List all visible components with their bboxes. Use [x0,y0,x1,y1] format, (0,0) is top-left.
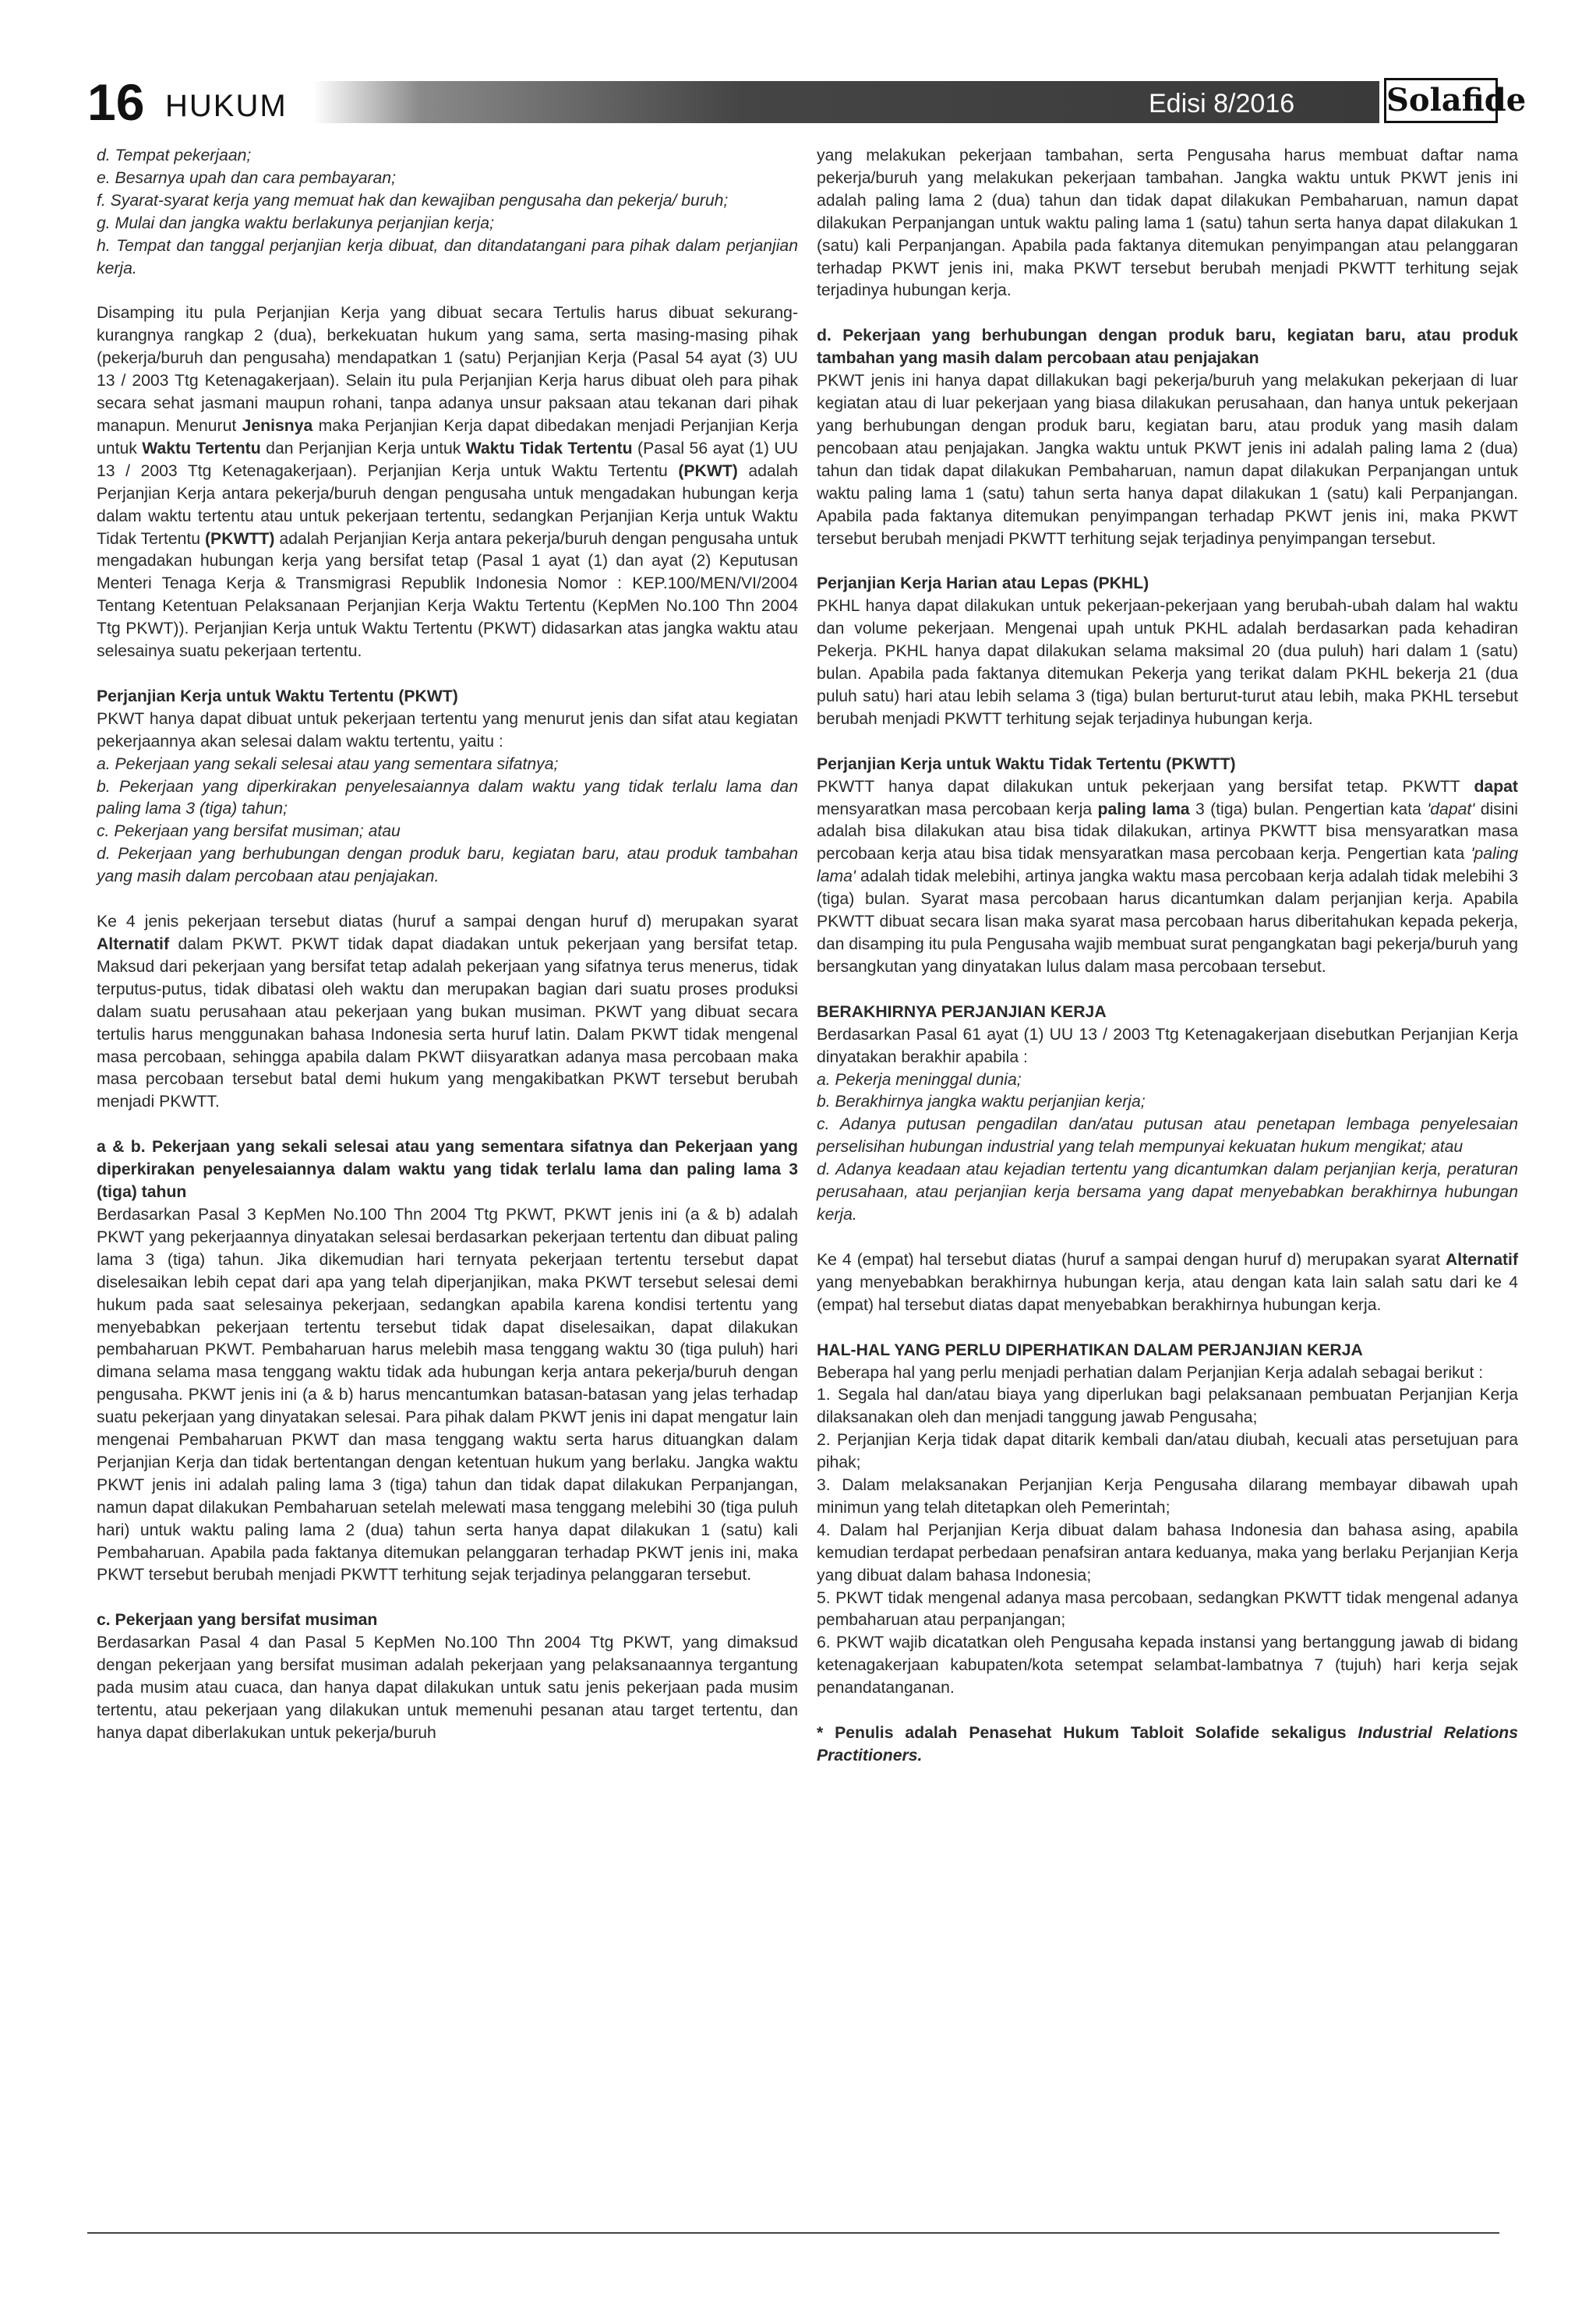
page-header [87,73,1527,131]
list-item: 2. Perjanjian Kerja tidak dapat ditarik kembali dan/atau diubah, kecuali atas persetujuan para pihak; [817,1431,1518,1472]
left-column [97,145,798,1745]
section-heading: Perjanjian Kerja untuk Waktu Tertentu (PKWT) [97,687,458,705]
author-note: * Penulis adalah Penasehat Hukum Tabloit Solafide sekaligus Industrial Relations Practitioners. [817,1724,1519,1765]
paragraph: Disamping itu pula Perjanjian Kerja yang dibuat secara Tertulis harus dibuat sekurang-kurangnya rangkap 2 (dua), berkekuatan hukum yang sama, serta masing-masing pihak (pekerja/buruh dan pengusaha) mendapatkan 1 (satu) Perjanjian Kerja (Pasal 54 ayat (3) UU 13 / 2003 Ttg Ketenagakerjaan). Selain itu pula Perjanjian Kerja harus dibuat oleh para pihak secara sehat jasmani maupun rohani, tanpa adanya unsur paksaan atau tekanan dari pihak manapun. Menurut Jenisnya maka Perjanjian Kerja dapat dibedakan menjadi Perjanjian Kerja untuk Waktu Tertentu dan Perjanjian Kerja untuk Waktu Tidak Tertentu (Pasal 56 ayat (1) UU 13 / 2003 Ttg Ketenagakerjaan). Perjanjian Kerja untuk Waktu Tertentu (PKWT) adalah Perjanjian Kerja antara pekerja/buruh dengan pengusaha untuk mengadakan hubungan kerja dalam waktu tertentu atau untuk pekerjaan tertentu, sedangkan Perjanjian Kerja untuk Waktu Tidak Tertentu (PKWTT) adalah Perjanjian Kerja antara pekerja/buruh dengan pengusaha untuk mengadakan hubungan kerja yang bersifat tetap (Pasal 1 ayat (1) dan ayat (2) Keputusan Menteri Tenaga Kerja & Transmigrasi Republik Indonesia Nomor : KEP.100/MEN/VI/2004 Tentang Ketentuan Pelaksanaan Perjanjian Kerja Waktu Tertentu (KepMen No.100 Thn 2004 Ttg PKWT)). Perjanjian Kerja untuk Waktu Tertentu (PKWT) didasarkan atas jangka waktu atau selesainya suatu pekerjaan tertentu. [97,304,799,661]
section-heading: BERAKHIRNYA PERJANJIAN KERJA [817,1002,1107,1021]
list-item: d. Pekerjaan yang berhubungan dengan produk baru, kegiatan baru, atau produk tambahan yang masih dalam percobaan atau penjajakan. [97,845,798,886]
list-item: a. Pekerjaan yang sekali selesai atau yang sementara sifatnya; [97,754,559,773]
section-heading: Perjanjian Kerja untuk Waktu Tidak Tertentu (PKWTT) [817,754,1236,773]
paragraph: Berdasarkan Pasal 61 ayat (1) UU 13 / 2003 Ttg Ketenagakerjaan disebutkan Perjanjian Kerja dinyatakan berakhir apabila : [817,1025,1518,1066]
paragraph: Ke 4 (empat) hal tersebut diatas (huruf a sampai dengan huruf d) merupakan syarat Alternatif yang menyebabkan berakhirnya hubungan kerja, atau dengan kata lain salah satu dari ke 4 (empat) hal tersebut diatas dapat menyebabkan berakhirnya hubungan kerja. [817,1250,1518,1314]
list-item: a. Pekerja meninggal dunia; [817,1070,1022,1089]
section-heading: d. Pekerjaan yang berhubungan dengan produk baru, kegiatan baru, atau produk tambahan yang masih dalam percobaan atau penjajakan [817,327,1518,368]
list-item: 1. Segala hal dan/atau biaya yang diperlukan bagi pelaksanaan pembuatan Perjanjian Kerja dilaksanakan oleh dan menjadi tanggung jawab Pengusaha; [817,1386,1518,1427]
paragraph: PKWT jenis ini hanya dapat dillakukan bagi pekerja/buruh yang melakukan pekerjaan di luar kegiatan atau di luar pekerjaan yang biasa dilakukan perusahaan, dan hanya untuk pekerjaan yang berhubungan dengan produk baru, kegiatan baru, atau produk yang masih dalam pencobaan atau penjajakan. Jangka waktu untuk PKWT jenis ini adalah paling lama 2 (dua) tahun dan tidak dapat dilakukan Pembaharuan, namun dapat dilakukan Perpanjangan untuk waktu paling lama 1 (satu) tahun serta hanya dapat dilakukan 1 (satu) kali Perpanjangan. Apabila pada faktanya ditemukan penyimpangan terhadap PKWT jenis ini, maka PKWT tersebut berubah menjadi PKWTT terhitung sejak terjadinya penyimpangan tersebut. [817,372,1518,548]
right-column [817,145,1518,1768]
paragraph: Beberapa hal yang perlu menjadi perhatian dalam Perjanjian Kerja adalah sebagai berikut : [817,1363,1484,1382]
section-heading: a & b. Pekerjaan yang sekali selesai atau yang sementara sifatnya dan Pekerjaan yang diperkirakan penyelesaiannya dalam waktu yang tidak terlalu lama dan paling lama 3 (tiga) tahun [97,1138,798,1202]
paragraph: yang melakukan pekerjaan tambahan, serta Pengusaha harus membuat daftar nama pekerja/buruh yang melakukan pekerjaan tambahan. Jangka waktu untuk PKWT jenis ini adalah paling lama 2 (dua) tahun dan tidak dapat dilakukan Pembaharuan, namun dapat dilakukan Perpanjangan untuk waktu paling lama 1 (satu) tahun serta hanya dapat dilakukan 1 (satu) kali Perpanjangan. Apabila pada faktanya ditemukan penyimpangan atau pelanggaran terhadap PKWT jenis ini, maka PKWT tersebut berubah menjadi PKWTT terhitung sejak terjadinya hubungan kerja. [817,147,1518,300]
section-heading: HAL-HAL YANG PERLU DIPERHATIKAN DALAM PERJANJIAN KERJA [817,1341,1363,1359]
list-item: g. Mulai dan jangka waktu berlakunya perjanjian kerja; [97,214,494,232]
list-item: d. Adanya keadaan atau kejadian tertentu yang dicantumkan dalam perjanjian kerja, peraturan perusahaan, atau perjanjian kerja bersama yang dapat menyebabkan berakhirnya hubungan kerja. [817,1160,1518,1224]
solafide-logo: Solafide [1384,78,1498,123]
edition-label: Edisi 8/2016 [1149,89,1295,118]
list-item: b. Berakhirnya jangka waktu perjanjian kerja; [817,1093,1146,1111]
page-number: 16 [87,73,145,131]
list-item: h. Tempat dan tanggal perjanjian kerja dibuat, dan ditandatangani para pihak dalam perjanjian kerja. [97,236,798,277]
paragraph: PKHL hanya dapat dilakukan untuk pekerjaan-pekerjaan yang berubah-ubah dalam hal waktu dan volume pekerjaan. Mengenai upah untuk PKHL adalah berdasarkan pada kehadiran Pekerja. PKHL hanya dapat dilakukan selama maksimal 20 (dua puluh) hari dalam 1 (satu) bulan. Apabila pada faktanya ditemukan Pekerja yang terikat dalam PKHL bekerja 21 (dua puluh satu) hari atau lebih selama 3 (tiga) bulan berturut-turut atau lebih, maka PKHL tersebut berubah menjadi PKWTT terhitung sejak terjadinya hubungan kerja. [817,597,1518,728]
paragraph: Ke 4 jenis pekerjaan tersebut diatas (huruf a sampai dengan huruf d) merupakan syarat Alternatif dalam PKWT. PKWT tidak dapat diadakan untuk pekerjaan yang bersifat tetap. Maksud dari pekerjaan yang bersifat tetap adalah pekerjaan yang sifatnya terus menerus, tidak terputus-putus, tidak dibatasi oleh waktu dan merupakan bagian dari suatu proses produksi dalam suatu perusahaan atau pekerjaan yang bukan musiman. PKWT yang dibuat secara tertulis harus menggunakan bahasa Indonesia serta huruf latin. Dalam PKWT tidak mengenal masa percobaan, sehingga apabila dalam PKWT diisyaratkan adanya masa percobaan maka masa percobaan tersebut batal demi hukum yang mengakibatkan PKWT tersebut berubah menjadi PKWTT. [97,913,798,1111]
paragraph: PKWT hanya dapat dibuat untuk pekerjaan tertentu yang menurut jenis dan sifat atau kegiatan pekerjaannya akan selesai dalam waktu tertentu, yaitu : [97,709,798,751]
list-item: c. Pekerjaan yang bersifat musiman; atau [97,822,401,841]
section-name: HUKUM [165,89,288,123]
footer-rule [87,2232,1499,2234]
paragraph: Berdasarkan Pasal 3 KepMen No.100 Thn 2004 Ttg PKWT, PKWT jenis ini (a & b) adalah PKWT yang pekerjaannya dinyatakan selesai berdasarkan pekerjaan tertentu dan dibuat paling lama 3 (tiga) tahun. Jika dikemudian hari ternyata pekerjaan tertentu tersebut dapat diselesaikan lebih cepat dari apa yang telah diperjanjikan, maka PKWT tersebut selesai demi hukum pada saat selesainya pekerjaan, sedangkan apabila karena kondisi tertentu yang menyebabkan pekerjaan tertentu tersebut tidak dapat diselesaikan, dapat dilakukan pembaharuan PKWT. Pembaharuan harus melebih masa tenggang waktu 30 (tiga puluh) hari dimana selama masa tenggang waktu tidak ada hubungan kerja antara pekerja/buruh dengan pengusaha. PKWT jenis ini (a & b) harus mencantumkan batasan-batasan yang jelas terhadap suatu pekerjaan yang dinyatakan selesai. Para pihak dalam PKWT jenis ini dapat mengatur lain mengenai Pembaharuan PKWT dan masa tenggang waktu serta harus dituangkan dalam Perjanjian Kerja dan tidak bertentangan dengan ketentuan hukum yang berlaku. Jangka waktu PKWT jenis ini adalah paling lama 3 (tiga) tahun dan tidak dapat dilakukan Perpanjangan, namun dapat dilakukan Pembaharuan setelah melewati masa tenggang melebihi 30 (tiga puluh hari) untuk waktu paling lama 2 (dua) tahun serta hanya dapat dilakukan 1 (satu) kali Pembaharuan. Apabila pada faktanya ditemukan pelanggaran terhadap PKWT jenis ini, maka PKWT tersebut berubah menjadi PKWTT terhitung sejak terjadinya pelanggaran tersebut. [97,1205,798,1584]
list-item: 6. PKWT wajib dicatatkan oleh Pengusaha kepada instansi yang bertanggung jawab di bidang ketenagakerjaan kabupaten/kota setempat selambat-lambatnya 7 (tujuh) hari kerja sejak penandatanganan. [817,1634,1518,1697]
section-heading: Perjanjian Kerja Harian atau Lepas (PKHL) [817,574,1149,593]
list-item: c. Adanya putusan pengadilan dan/atau putusan atau penetapan lembaga penyelesaian perselisihan hubungan industrial yang telah mempunyai kekuatan hukum mengikat; atau [817,1115,1518,1157]
paragraph: Berdasarkan Pasal 4 dan Pasal 5 KepMen No.100 Thn 2004 Ttg PKWT, yang dimaksud dengan pekerjaan yang bersifat musiman adalah pekerjaan yang pelaksanaannya tergantung pada musim atau cuaca, dan hanya dapat dilakukan untuk satu jenis pekerjaan pada musim tertentu, atau pekerjaan yang dilakukan untuk memenuhi pesanan atau target tertentu, dan hanya dapat diberlakukan untuk pekerja/buruh [97,1634,798,1742]
list-item: b. Pekerjaan yang diperkirakan penyelesaiannya dalam waktu yang tidak terlalu lama dan paling lama 3 (tiga) tahun; [97,777,798,818]
list-item: e. Besarnya upah dan cara pembayaran; [97,168,396,187]
list-item: 4. Dalam hal Perjanjian Kerja dibuat dalam bahasa Indonesia dan bahasa asing, apabila kemudian terdapat perbedaan penafsiran antara keduanya, maka yang berlaku Perjanjian Kerja yang dibuat dalam bahasa Indonesia; [817,1521,1518,1584]
list-item: f. Syarat-syarat kerja yang memuat hak dan kewajiban pengusaha dan pekerja/ buruh; [97,191,729,210]
paragraph: PKWTT hanya dapat dilakukan untuk pekerjaan yang bersifat tetap. PKWTT dapat mensyaratkan masa percobaan kerja paling lama 3 (tiga) bulan. Pengertian kata 'dapat' disini adalah bisa dilakukan atau bisa tidak dilakukan, artinya PKWTT bisa mensyaratkan masa percobaan kerja atau bisa tidak mensyaratkan masa percobaan kerja. Pengertian kata 'paling lama' adalah tidak melebihi, artinya jangka waktu masa percobaan kerja adalah tidak melebihi 3 (tiga) bulan. Syarat masa percobaan harus dicantumkan dalam perjanjian kerja. Apabila PKWTT dibuat secara lisan maka syarat masa percobaan harus diberitahukan kepada pekerja, dan disamping itu pula Pengusaha wajib membuat surat pengangkatan bagi pekerja/buruh yang bersangkutan yang dinyatakan lulus dalam masa percobaan tersebut. [817,777,1518,976]
list-item: 3. Dalam melaksanakan Perjanjian Kerja Pengusaha dilarang membayar dibawah upah minimun yang telah ditetapkan oleh Pemerintah; [817,1476,1518,1517]
section-heading: c. Pekerjaan yang bersifat musiman [97,1611,378,1630]
list-item: 5. PKWT tidak mengenal adanya masa percobaan, sedangkan PKWTT tidak mengenal adanya pembaharuan atau perpanjangan; [817,1588,1518,1630]
list-item: d. Tempat pekerjaan; [97,147,252,164]
